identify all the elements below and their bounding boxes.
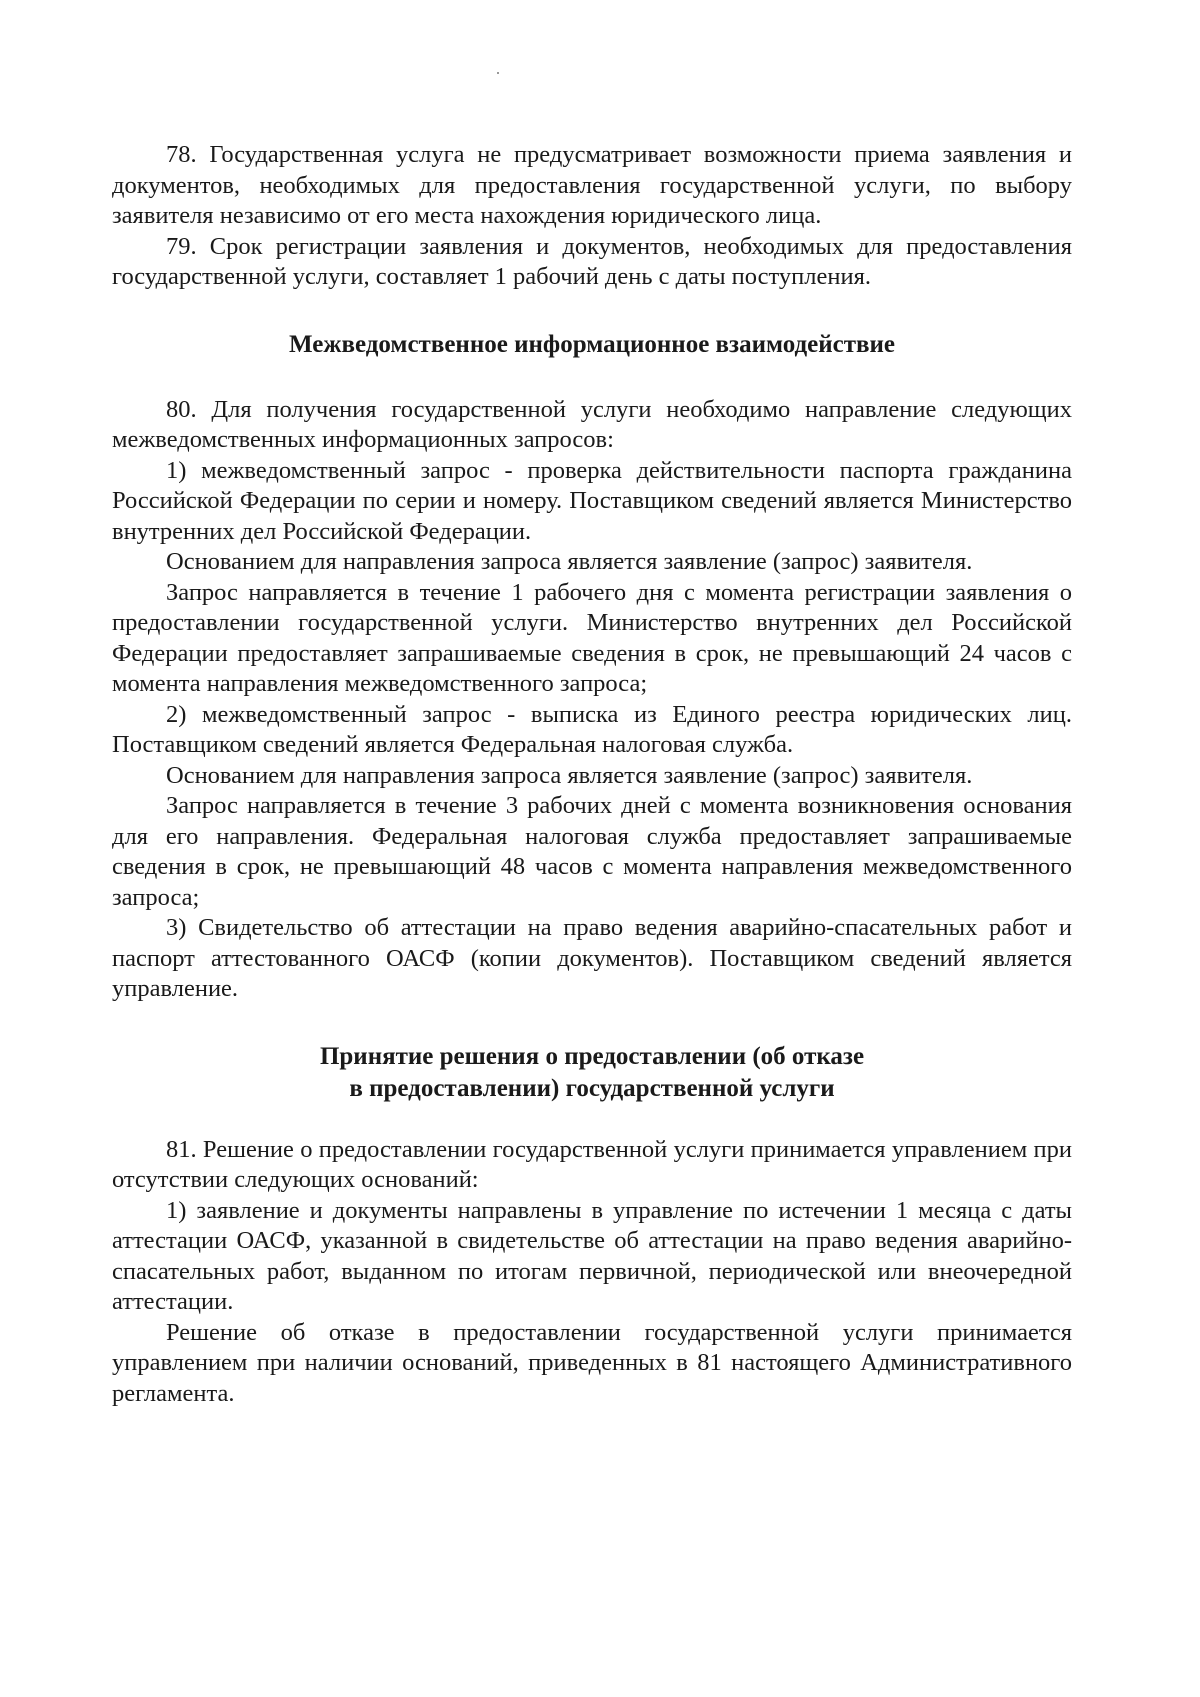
- document-body: [112, 140, 1072, 1409]
- section-heading-interaction: Межведомственное информационное взаимодействие: [289, 330, 895, 358]
- paragraph-81-item-1: 1) заявление и документы направлены в управление по истечении 1 месяца с даты аттестации ОАСФ, указанной в свидетельстве об аттестации на право ведения аварийно-спасательных работ, выданном по итогам первичной, периодической или внеочередной аттестации.: [112, 1196, 1072, 1315]
- paragraph-80-item-2-basis: Основанием для направления запроса является заявление (запрос) заявителя.: [166, 761, 973, 789]
- paragraph-80-item-3: 3) Свидетельство об аттестации на право ведения аварийно-спасательных работ и паспорт аттестованного ОАСФ (копии документов). Поставщиком сведений является управление.: [112, 914, 1072, 1002]
- section-heading-decision: [112, 1041, 1072, 1105]
- scan-speck: [497, 72, 499, 74]
- paragraph-80-item-1: 1) межведомственный запрос - проверка действительности паспорта гражданина Российской Федерации по серии и номеру. Поставщиком сведений является Министерство внутренних дел Российской Федерации.: [112, 456, 1072, 545]
- paragraph-80-item-2: 2) межведомственный запрос - выписка из Единого реестра юридических лиц. Поставщиком сведений является Федеральная налоговая служба.: [112, 700, 1072, 758]
- paragraph-80-item-1-basis: Основанием для направления запроса является заявление (запрос) заявителя.: [166, 548, 973, 575]
- section-heading-decision-line2: в предоставлении) государственной услуги: [349, 1074, 835, 1102]
- paragraph-80-item-2-term: Запрос направляется в течение 3 рабочих дней с момента возникновения основания для его направления. Федеральная налоговая служба предоставляет запрашиваемые сведения в срок, не превышающий 48 часов с момента направления межведомственного запроса;: [112, 792, 1072, 911]
- paragraph-80-item-1-term: Запрос направляется в течение 1 рабочего дня с момента регистрации заявления о предоставлении государственной услуги. Министерство внутренних дел Российской Федерации предоставляет запрашиваемые сведения в срок, не превышающий 24 часов с момента направления межведомственного запроса;: [112, 578, 1072, 697]
- paragraph-80: 80. Для получения государственной услуги необходимо направление следующих межведомственных информационных запросов:: [112, 395, 1072, 453]
- paragraph-78: 78. Государственная услуга не предусматривает возможности приема заявления и документов, необходимых для предоставления государственной услуги, по выбору заявителя независимо от его места нахождения юридического лица.: [112, 141, 1072, 229]
- section-heading-decision-line1: Принятие решения о предоставлении (об отказе: [319, 1042, 865, 1070]
- paragraph-79: 79. Срок регистрации заявления и документов, необходимых для предоставления государственной услуги, составляет 1 рабочий день с даты поступления.: [112, 232, 1072, 290]
- paragraph-81: 81. Решение о предоставлении государственной услуги принимается управлением при отсутствии следующих оснований:: [112, 1135, 1072, 1193]
- paragraph-81-refusal: Решение об отказе в предоставлении государственной услуги принимается управлением при наличии оснований, приведенных в 81 настоящего Административного регламента.: [112, 1318, 1072, 1407]
